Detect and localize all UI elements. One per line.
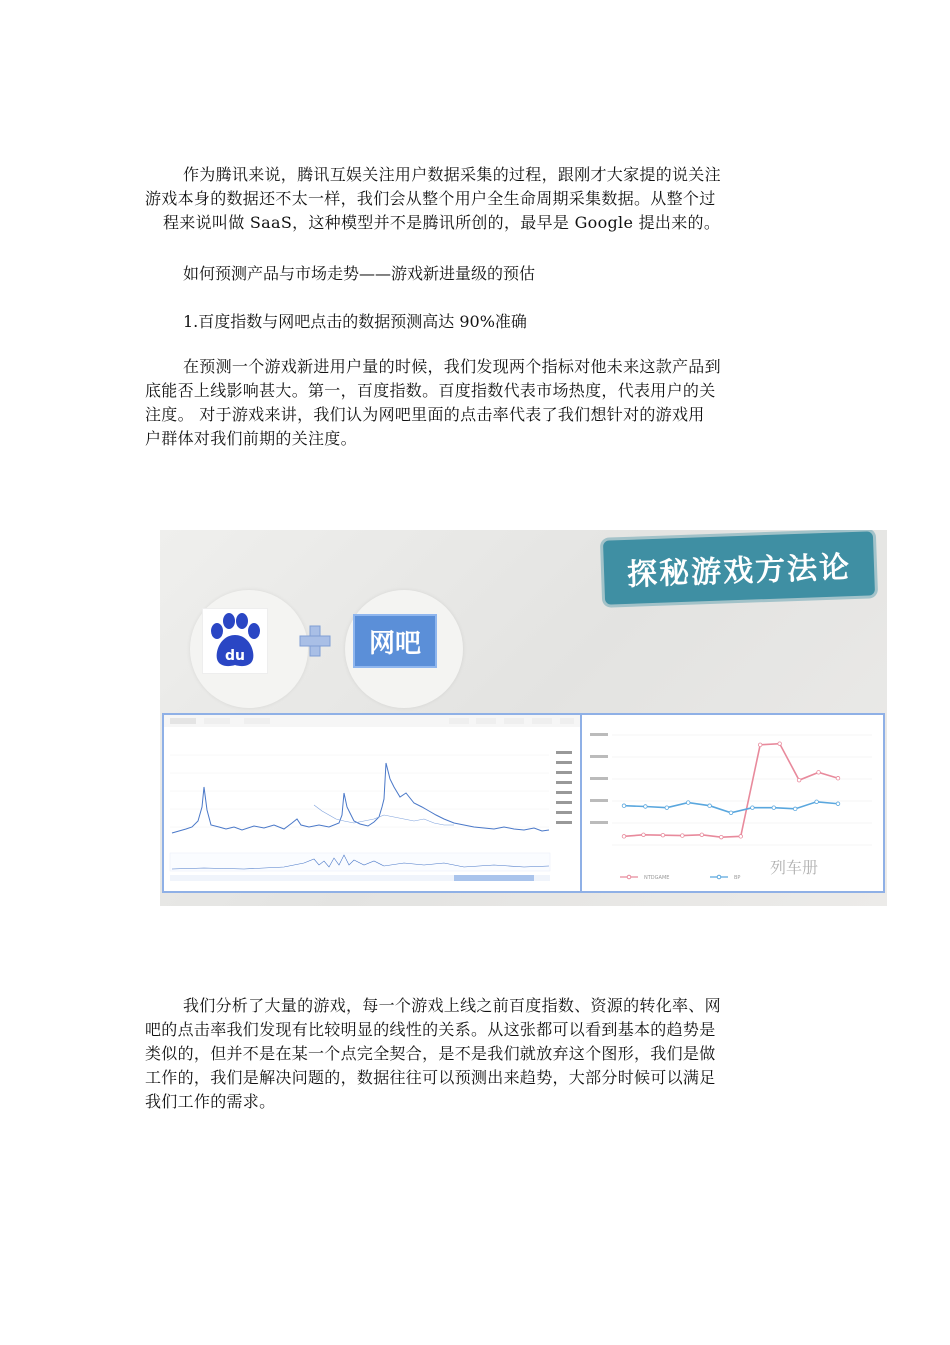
series-point xyxy=(758,743,762,747)
watermark xyxy=(770,855,818,878)
text-line: 我们分析了大量的游戏，每一个游戏上线之前百度指数、资源的转化率、网 xyxy=(183,996,721,1015)
baidu-index-trend-secondary xyxy=(314,805,454,825)
series-point xyxy=(686,801,690,805)
baidu-index-chart xyxy=(164,715,580,891)
text-line: 我们工作的需求。 xyxy=(145,1092,276,1111)
text-line: 作为腾讯来说，腾讯互娱关注用户数据采集的过程，跟刚才大家提的说关注 xyxy=(183,165,721,184)
click-rate-panel xyxy=(580,713,885,893)
series-point xyxy=(700,833,704,837)
series-point xyxy=(681,834,685,838)
series-point xyxy=(836,802,840,806)
text-line: 在预测一个游戏新进用户量的时候，我们发现两个指标对他未来这款产品到 xyxy=(183,357,721,376)
baidu-logo xyxy=(202,608,268,674)
intro-paragraph xyxy=(145,163,810,235)
series-point xyxy=(793,807,797,811)
text-line: 程来说叫做 SaaS，这种模型并不是腾讯所创的，最早是 Google 提出来的。 xyxy=(163,213,721,232)
subsection-heading: 1.百度指数与网吧点击的数据预测高达 90%准确 xyxy=(183,312,527,331)
series-point xyxy=(644,805,648,809)
chart-legend xyxy=(620,875,740,881)
text-line: 工作的，我们是解决问题的，数据往往可以预测出来趋势，大部分时候可以满足 xyxy=(145,1068,716,1087)
legend-label-ntdgame: NTDGAME xyxy=(644,875,670,881)
baidu-index-trend xyxy=(172,763,549,833)
text-line: 户群体对我们前期的关注度。 xyxy=(145,429,357,448)
section-heading: 如何预测产品与市场走势——游戏新进量级的预估 xyxy=(183,264,536,283)
series-point xyxy=(815,800,819,804)
figure-banner: 探秘游戏方法论 xyxy=(603,531,875,604)
plus-icon xyxy=(297,623,333,659)
conclusion-paragraph xyxy=(145,994,810,1114)
series-point xyxy=(622,835,626,839)
text-line: 注度。 对于游戏来讲，我们认为网吧里面的点击率代表了我们想针对的游戏用 xyxy=(145,405,705,424)
series-point xyxy=(751,806,755,810)
text-line: 底能否上线影响甚大。第一，百度指数。百度指数代表市场热度，代表用户的关 xyxy=(145,381,716,400)
text-line: 类似的，但并不是在某一个点完全契合，是不是我们就放弃这个图形，我们是做 xyxy=(145,1044,716,1063)
series-point xyxy=(739,835,743,839)
series-point xyxy=(622,804,626,808)
series-point xyxy=(836,776,840,780)
baidu-index-panel xyxy=(162,713,582,893)
series-point xyxy=(719,835,723,839)
legend-label-bp: BP xyxy=(734,875,741,881)
text-line: 吧的点击率我们发现有比较明显的线性的关系。从这张都可以看到基本的趋势是 xyxy=(145,1020,716,1039)
series-point xyxy=(772,806,776,810)
series-point xyxy=(797,778,801,782)
series-point xyxy=(708,804,712,808)
article-figure xyxy=(160,530,887,906)
body-paragraph xyxy=(145,355,810,451)
wangba-logo: 网吧 xyxy=(353,614,437,668)
series-point xyxy=(661,833,665,837)
series-point xyxy=(665,806,669,810)
baidu-logo-text: du xyxy=(225,648,245,664)
watermark-text: 列车册 xyxy=(770,858,819,877)
baidu-paw-icon xyxy=(203,609,267,673)
text-line: 游戏本身的数据还不太一样，我们会从整个用户全生命周期采集数据。从整个过 xyxy=(145,189,716,208)
series-point xyxy=(817,771,821,775)
series-point xyxy=(729,811,733,815)
series-point xyxy=(642,833,646,837)
series-point xyxy=(778,742,782,746)
click-rate-chart xyxy=(582,715,883,891)
